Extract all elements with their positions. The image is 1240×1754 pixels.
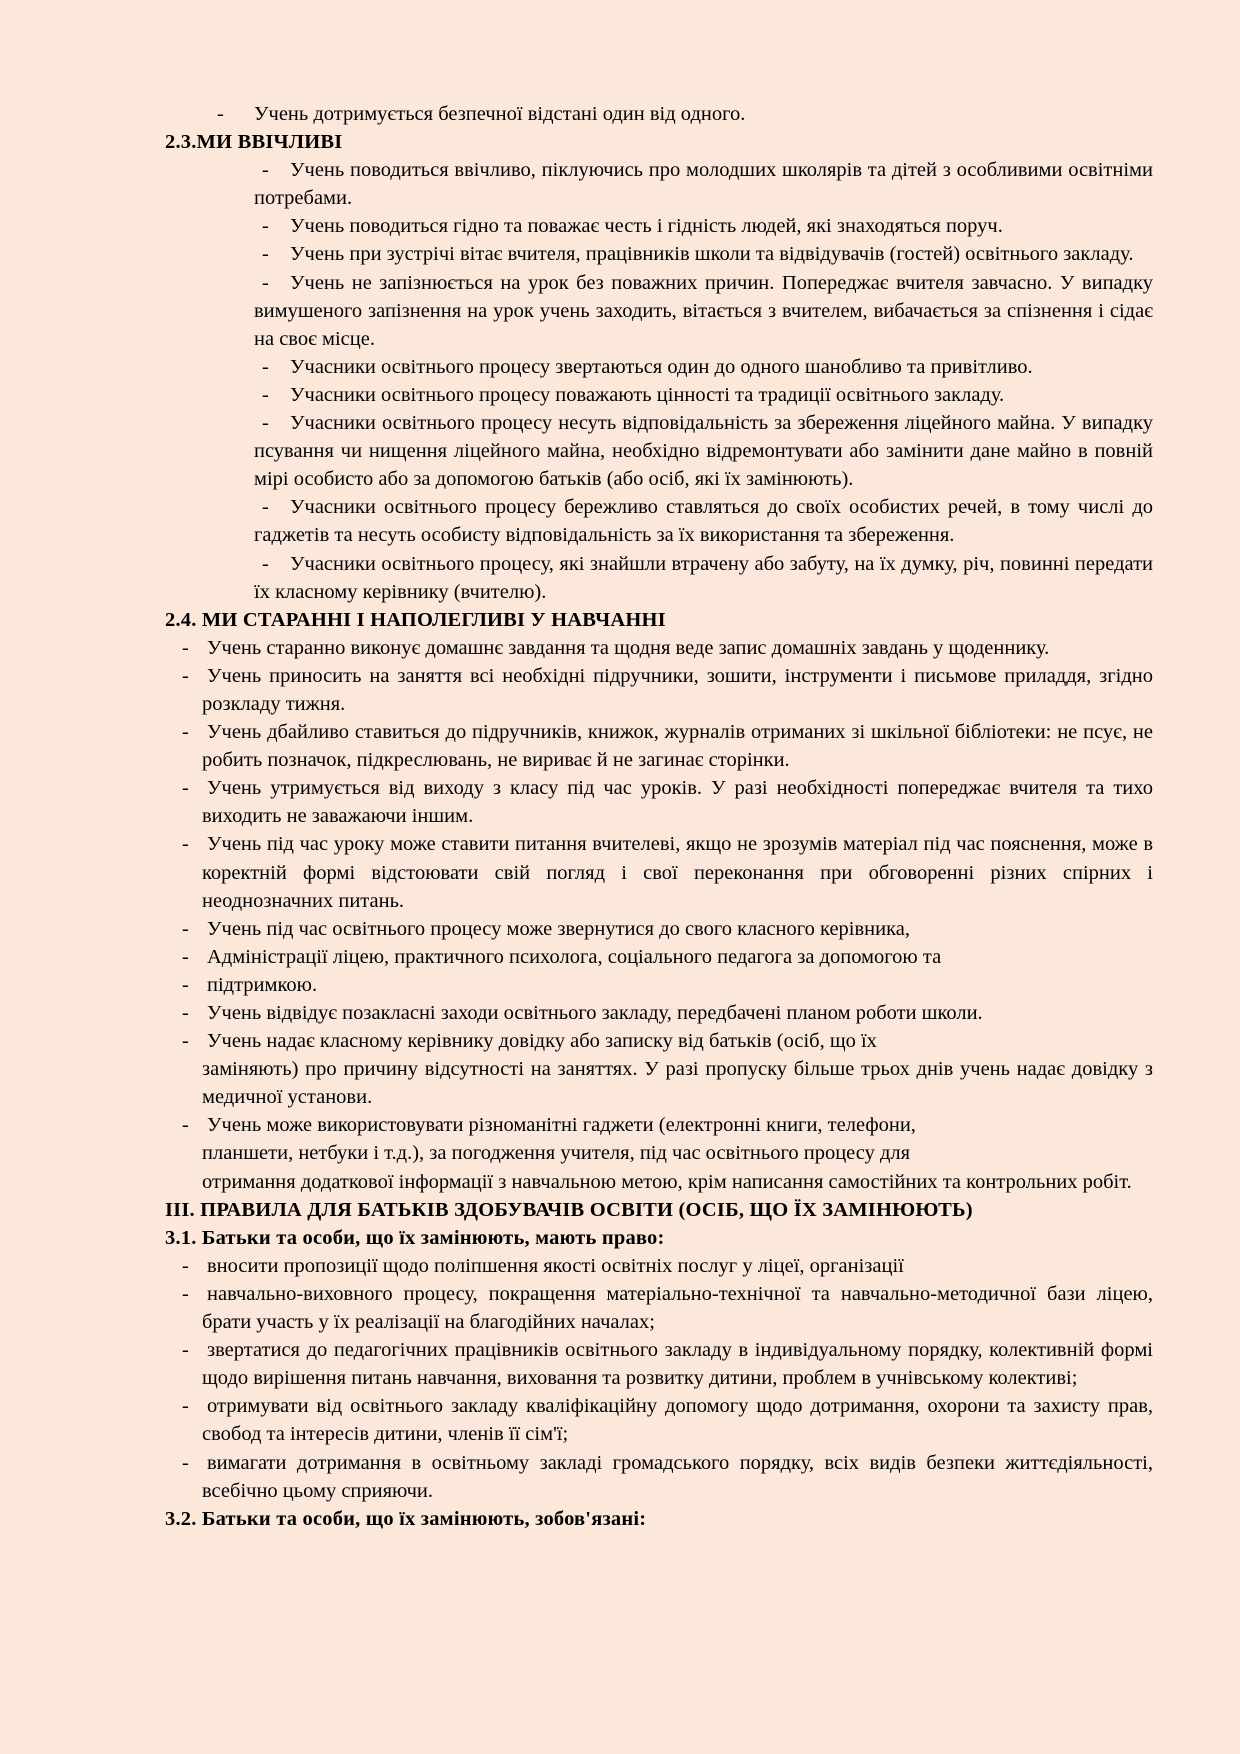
list-item-text: отримувати від освітнього закладу кваліфікаційну допомогу щодо дотримання, охорони та захисту прав, свобод та інтересів дитини, членів її сім'ї;: [202, 1395, 1153, 1446]
bullet-dash-icon: -: [262, 412, 269, 435]
list-item-text: Учасники освітнього процесу несуть відповідальність за збереження ліцейного майна. У випадку псування чи нищення ліцейного майна, необхідно відремонтувати або замінити дане майно в повній мірі особисто або за допомогою батьків (або осіб, які їх замінюють).: [254, 412, 1153, 491]
section-heading-3: ІІІ. ПРАВИЛА ДЛЯ БАТЬКІВ ЗДОБУВАЧІВ ОСВІТИ (ОСІБ, ЩО ЇХ ЗАМІНЮЮТЬ): [165, 1198, 973, 1221]
list-item: [165, 550, 1153, 606]
list-item: [165, 409, 1153, 493]
bullet-dash-icon: -: [262, 355, 269, 378]
list-item: [165, 1336, 1153, 1392]
list-item-text: [202, 1027, 1153, 1111]
bullet-dash-icon: -: [182, 664, 189, 687]
section-heading-3-2: 3.2. Батьки та особи, що їх замінюють, зобов'язані:: [165, 1507, 647, 1530]
list-item-text: Учасники освітнього процесу поважають цінності та традиції освітнього закладу.: [290, 383, 1005, 406]
bullet-dash-icon: -: [182, 1282, 189, 1305]
list-item-text: Учень при зустрічі вітає вчителя, працівників школи та відвідувачів (гостей) освітнього закладу.: [290, 243, 1134, 266]
list-item-text: звертатися до педагогічних працівників освітнього закладу в індивідуальному порядку, колективній формі щодо вирішення питань навчання, виховання та розвитку дитини, проблем в учнівському колективі;: [202, 1339, 1153, 1390]
list-item: [165, 634, 1153, 662]
list-item-text: Учень не запізнюється на урок без поважних причин. Попереджає вчителя завчасно. У випадку вимушеного запізнення на урок учень заходить, вітається з вчителем, вибачається за спізнення і сідає на своє місце.: [254, 271, 1153, 350]
list-item-line: планшети, нетбуки і т.д.), за погодження учителя, під час освітнього процесу для: [202, 1142, 911, 1165]
bullet-dash-icon: -: [262, 159, 269, 182]
bullet-dash-icon: -: [182, 1339, 189, 1362]
list-item-text: Адміністрації ліцею, практичного психолога, соціального педагога за допомогою та: [207, 945, 942, 968]
bullet-dash-icon: -: [217, 103, 224, 125]
list-item-text: [202, 1111, 1153, 1195]
list-item-text: Учень утримується від виходу з класу під час уроків. У разі необхідності попереджає вчителя та тихо виходить не заважаючи іншим.: [202, 777, 1153, 828]
list-item-text: Учень дотримується безпечної відстані один від одного.: [254, 103, 746, 125]
bullet-dash-icon: -: [182, 917, 189, 940]
list-item-text: Учасники освітнього процесу звертаються один до одного шанобливо та привітливо.: [290, 355, 1033, 378]
list-item: [165, 971, 1153, 999]
list-item-text: Учень під час уроку може ставити питання вчителеві, якщо не зрозумів матеріал під час пояснення, може в коректній формі відстоювати свій погляд і свої переконання при обговоренні різних спірних і неоднозначних питань.: [202, 833, 1153, 912]
list-item-text: Учасники освітнього процесу бережливо ставляться до своїх особистих речей, в тому числі до гаджетів та несуть особисту відповідальність за їх використання та збереження.: [254, 496, 1153, 547]
section-heading-3-1: 3.1. Батьки та особи, що їх замінюють, мають право:: [165, 1226, 665, 1249]
list-item: [165, 662, 1153, 718]
list-item-text: навчально-виховного процесу, покращення матеріально-технічної та навчально-методичної бази ліцею, брати участь у їх реалізації на благодійних началах;: [202, 1282, 1153, 1334]
list-item: [165, 1449, 1153, 1505]
list-item: [165, 1392, 1153, 1448]
bullet-dash-icon: -: [182, 721, 189, 744]
list-item-text: вимагати дотримання в освітньому закладі громадського порядку, всіх видів безпеки життєдіяльності, всебічно цьому сприяючи.: [202, 1451, 1153, 1502]
list-item: [165, 100, 1153, 128]
bullet-dash-icon: -: [262, 243, 269, 266]
bullet-dash-icon: -: [182, 1114, 189, 1137]
list-item: [165, 830, 1153, 914]
list-item-text: Учасники освітнього процесу, які знайшли втрачену або забуту, на їх думку, річ, повинні передати їх класному керівнику (вчителю).: [254, 552, 1153, 603]
list-item-line: отримання додаткової інформації з навчальною метою, крім написання самостійних та контрольних робіт.: [202, 1170, 1132, 1193]
bullet-dash-icon: -: [182, 1395, 189, 1418]
list-item-text: вносити пропозиції щодо поліпшення якості освітніх послуг у ліцеї, організації: [207, 1254, 904, 1277]
list-item: [165, 212, 1153, 240]
list-item-text: Учень приносить на заняття всі необхідні підручники, зошити, інструменти і письмове приладдя, згідно розкладу тижня.: [202, 664, 1153, 715]
list-item-text: підтримкою.: [207, 973, 318, 996]
bullet-dash-icon: -: [182, 636, 189, 659]
list-item: [165, 240, 1153, 268]
list-item-text: Учень поводиться гідно та поважає честь і гідність людей, які знаходяться поруч.: [290, 215, 1003, 238]
bullet-dash-icon: -: [262, 552, 269, 575]
bullet-dash-icon: -: [182, 833, 189, 856]
bullet-dash-icon: -: [182, 1254, 189, 1277]
list-item-line: Учень надає класному керівнику довідку або записку від батьків (осіб, що їх: [207, 1030, 877, 1053]
bullet-dash-icon: -: [262, 215, 269, 238]
list-item: [165, 999, 1153, 1027]
list-item: [165, 381, 1153, 409]
list-item: [165, 1252, 1153, 1280]
list-item: [165, 1027, 1153, 1111]
list-item-text: Учень відвідує позакласні заходи освітнього закладу, передбачені планом роботи школи.: [207, 1002, 983, 1024]
list-item-text: Учень старанно виконує домашнє завдання та щодня веде запис домашніх завдань у щоденнику.: [207, 636, 1050, 659]
bullet-dash-icon: -: [182, 1002, 189, 1024]
list-item: [165, 269, 1153, 353]
list-item: [165, 1111, 1153, 1195]
list-item: [165, 943, 1153, 971]
list-item: [165, 915, 1153, 943]
list-item: [165, 493, 1153, 549]
list-item-text: Учень поводиться ввічливо, піклуючись про молодших школярів та дітей з особливими освітніми потребами.: [254, 159, 1153, 210]
bullet-dash-icon: -: [182, 1451, 189, 1474]
list-item-text: Учень під час освітнього процесу може звернутися до свого класного керівника,: [207, 917, 910, 940]
bullet-dash-icon: -: [182, 1030, 189, 1053]
bullet-dash-icon: -: [262, 383, 269, 406]
list-item-line: Учень може використовувати різноманітні гаджети (електронні книги, телефони,: [207, 1114, 916, 1137]
list-item: [165, 1280, 1153, 1336]
bullet-dash-icon: -: [182, 973, 189, 996]
list-item: [165, 156, 1153, 212]
bullet-dash-icon: -: [262, 496, 269, 519]
bullet-dash-icon: -: [262, 271, 269, 294]
list-item-text: Учень дбайливо ставиться до підручників, книжок, журналів отриманих зі шкільної бібліотеки: не псує, не робить позначок, підкреслювань, не вириває й не загинає сторінки.: [202, 721, 1153, 772]
list-item: [165, 774, 1153, 830]
list-item-line: заміняють) про причину відсутності на заняттях. У разі пропуску більше трьох днів учень надає довідку з медичної установи.: [202, 1058, 1153, 1109]
bullet-dash-icon: -: [182, 777, 189, 800]
list-item: [165, 353, 1153, 381]
list-item: [165, 718, 1153, 774]
bullet-dash-icon: -: [182, 945, 189, 968]
section-heading-2-4: 2.4. МИ СТАРАННІ І НАПОЛЕГЛИВІ У НАВЧАННІ: [165, 608, 666, 631]
section-heading-2-3: 2.3.МИ ВВІЧЛИВІ: [165, 131, 343, 154]
